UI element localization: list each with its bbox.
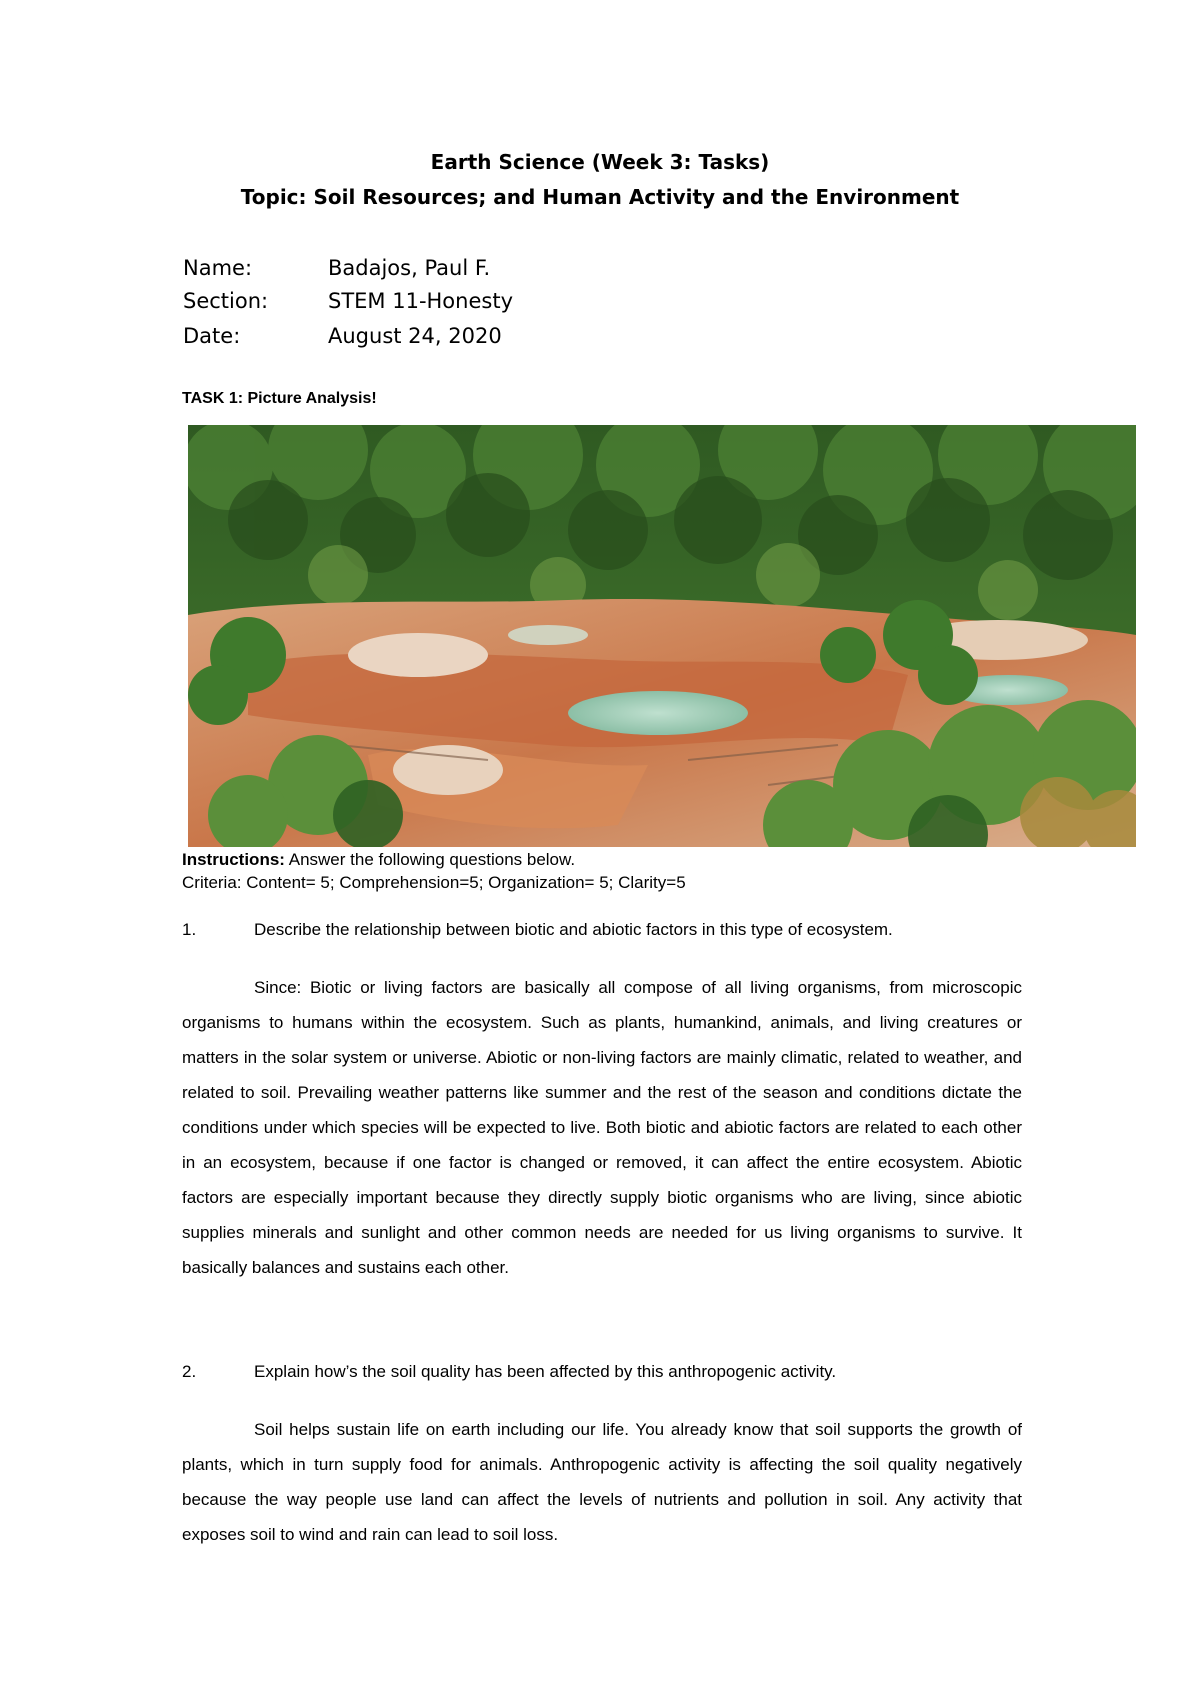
date-label: Date: (183, 324, 241, 348)
instructions-label: Instructions: (182, 850, 285, 869)
section-value: STEM 11-Honesty (328, 289, 513, 313)
question-number: 1. (182, 920, 197, 939)
name-label: Name: (183, 256, 253, 280)
question-text: Explain how’s the soil quality has been affected by this anthropogenic activity. (254, 1362, 837, 1381)
document-title: Earth Science (Week 3: Tasks) (430, 150, 770, 174)
document-topic: Topic: Soil Resources; and Human Activity and the Environment (240, 185, 960, 209)
task-heading: TASK 1: Picture Analysis! (182, 390, 377, 407)
answer-1: Since: Biotic or living factors are basically all compose of all living organisms, from microscopic organisms to humans within the ecosystem. Such as plants, humankind, animals, and living creatures or matters in the solar system or universe. Abiotic or non-living factors are mainly climatic, related to weather, and related to soil. Prevailing weather patterns like summer and the rest of the season and conditions dictate the conditions under which species will be expected to live. Both biotic and abiotic factors are related to each other in an ecosystem, because if one factor is changed or removed, it can affect the entire ecosystem. Abiotic factors are especially important because they directly supply biotic organisms who are living, since abiotic supplies minerals and sunlight and other common needs are needed for us living organisms to survive. It basically balances and sustains each other. (182, 978, 1022, 1277)
section-label: Section: (183, 289, 269, 313)
criteria: Criteria: Content= 5; Comprehension=5; Organization= 5; Clarity=5 (182, 873, 686, 892)
question-number: 2. (182, 1362, 197, 1381)
instructions (182, 850, 575, 870)
instructions-text: Answer the following questions below. (284, 850, 576, 869)
deforested-mining-site-photo (188, 425, 1136, 847)
question-text: Describe the relationship between biotic and abiotic factors in this type of ecosystem. (254, 920, 893, 939)
date-value: August 24, 2020 (328, 324, 502, 348)
answer-2: Soil helps sustain life on earth including our life. You already know that soil supports the growth of plants, which in turn supply food for animals. Anthropogenic activity is affecting the soil quality negatively because the way people use land can affect the levels of nutrients and pollution in soil. Any activity that exposes soil to wind and rain can lead to soil loss. (182, 1420, 1022, 1544)
name-value: Badajos, Paul F. (328, 256, 491, 280)
